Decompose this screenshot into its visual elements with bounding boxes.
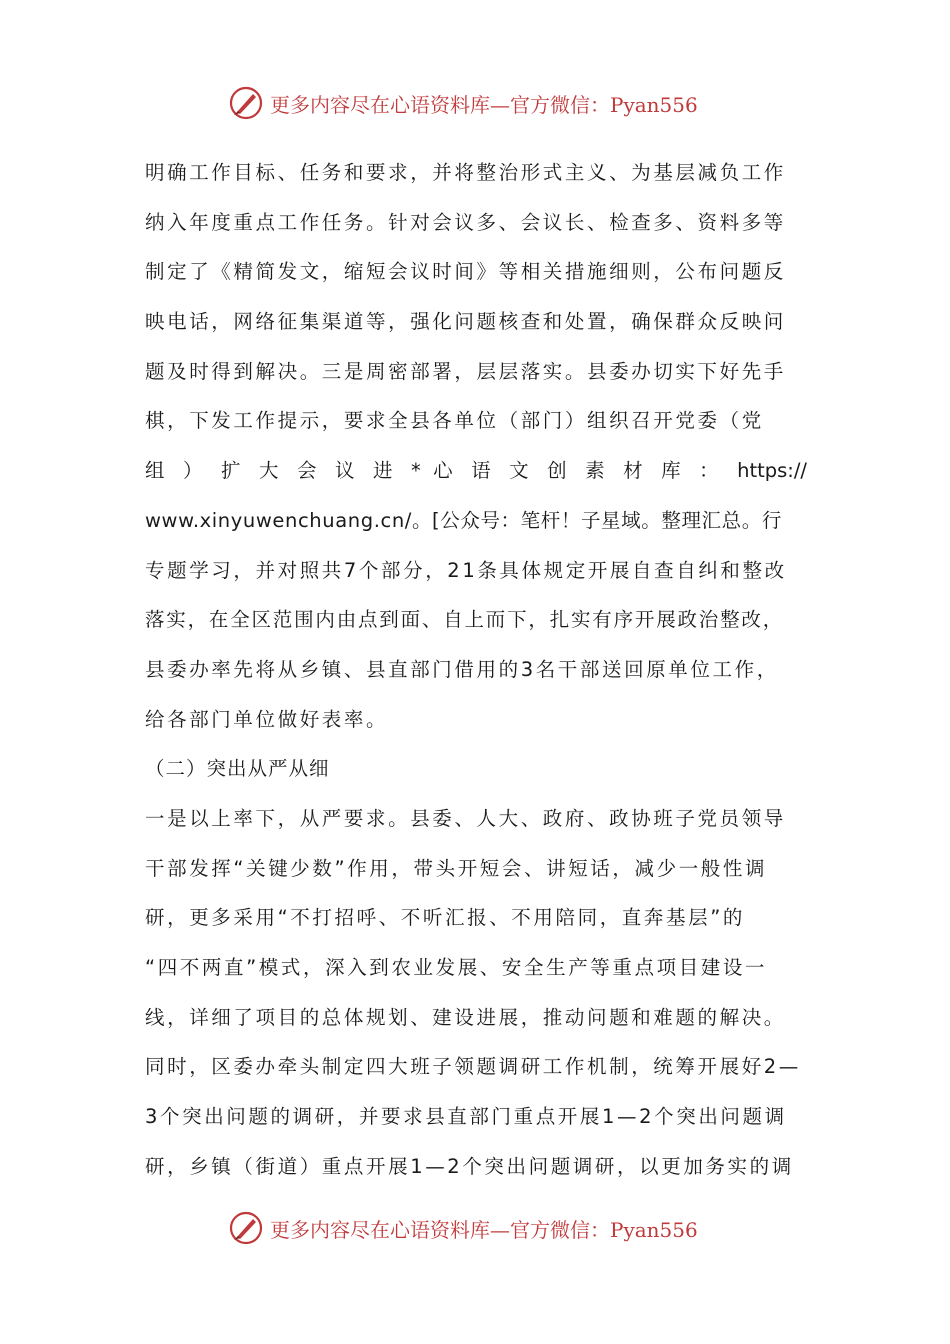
body-line: www.xinyuwenchuang.cn/。[公众号：笔杆！子星域。整理汇总。行 bbox=[145, 508, 782, 532]
body-line: 题及时得到解决。三是周密部署，层层落实。县委办切实下好先手 bbox=[145, 359, 786, 383]
body-line: 落实，在全区范围内由点到面、自上而下，扎实有序开展政治整改， bbox=[145, 608, 785, 632]
body-line: 明确工作目标、任务和要求，并将整治形式主义、为基层减负工作 bbox=[145, 161, 786, 184]
body-line: 线，详细了项目的总体规划、建设进展，推动问题和难题的解决。 bbox=[145, 1005, 786, 1029]
footer-watermark-banner bbox=[228, 1208, 748, 1248]
header-banner-text: 更多内容尽在心语资料库—官方微信：Pyan556 bbox=[270, 92, 698, 117]
body-line: 一是以上率下，从严要求。县委、人大、政府、政协班子党员领导 bbox=[145, 806, 786, 830]
body-line: 专题学习，并对照共7个部分，21条具体规定开展自查自纠和整改 bbox=[145, 558, 787, 582]
body-line: 同时，区委办牵头制定四大班子领题调研工作机制，统筹开展好2— bbox=[145, 1055, 801, 1079]
section-heading: （二）突出从严从细 bbox=[145, 757, 330, 781]
body-line: 给各部门单位做好表率。 bbox=[145, 707, 389, 731]
body-line: 县委办率先将从乡镇、县直部门借用的3名干部送回原单位工作， bbox=[145, 657, 779, 681]
body-line: “四不两直”模式，深入到农业发展、安全生产等重点项目建设一 bbox=[145, 956, 768, 979]
pen-logo-icon bbox=[228, 85, 264, 121]
body-line: 映电话，网络征集渠道等，强化问题核查和处置，确保群众反映问 bbox=[145, 310, 786, 334]
body-line: 棋，下发工作提示，要求全县各单位（部门）组织召开党委（党 bbox=[145, 409, 764, 433]
body-line: 3个突出问题的调研，并要求县直部门重点开展1—2个突出问题调 bbox=[145, 1105, 787, 1129]
footer-banner-text: 更多内容尽在心语资料库—官方微信：Pyan556 bbox=[270, 1217, 698, 1242]
body-line: 干部发挥“关键少数”作用，带头开短会、讲短话，减少一般性调 bbox=[145, 856, 768, 880]
body-line: 研，乡镇（街道）重点开展1—2个突出问题调研，以更加务实的调 bbox=[145, 1154, 794, 1178]
body-line: 制定了《精简发文，缩短会议时间》等相关措施细则，公布问题反 bbox=[145, 260, 786, 284]
header-watermark-banner bbox=[228, 83, 748, 123]
body-line: 纳入年度重点工作任务。针对会议多、会议长、检查多、资料多等 bbox=[145, 210, 786, 234]
body-line: 研，更多采用“不打招呼、不听汇报、不用陪同，直奔基层”的 bbox=[145, 906, 746, 930]
pen-logo-icon bbox=[228, 1210, 264, 1246]
body-line: 组 ） 扩 大 会 议 进 * 心 语 文 创 素 材 库 ： https:// bbox=[145, 459, 807, 483]
document-body bbox=[145, 148, 807, 1191]
